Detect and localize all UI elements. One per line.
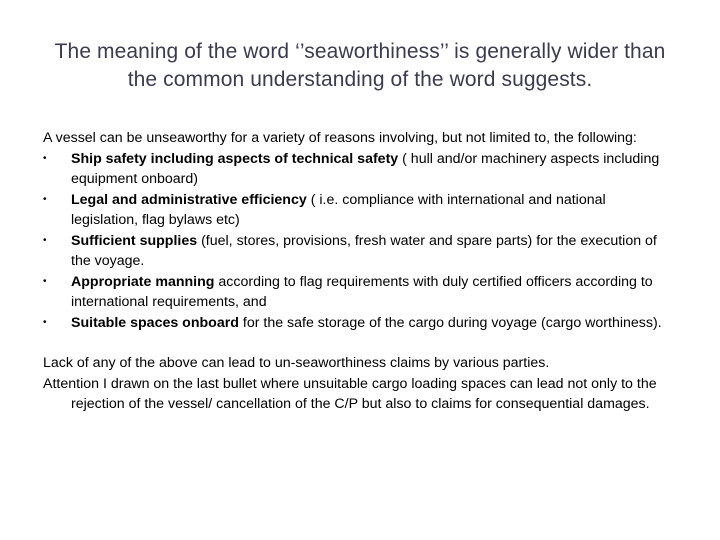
bullet-text: ( hull and/or machinery aspects including equipment onboard) [71,150,660,187]
bullet-bold-text: Appropriate manning [71,273,215,290]
bullet-icon: • [43,275,47,287]
bullet-text: ( i.e. compliance with international and national legislation, flag bylaws etc) [71,191,606,228]
bullet-list [43,149,663,334]
bullet-bold-text: Suitable spaces onboard [71,314,239,331]
bullet-icon: • [43,152,47,164]
bullet-text: for the safe storage of the cargo during voyage (cargo worthiness). [238,314,662,331]
list-item [43,149,663,190]
bullet-text: according to flag requirements with duly certified officers according to international requirements, and [71,273,653,310]
bullet-icon: • [43,316,47,328]
intro-paragraph: A vessel can be unseaworthy for a variety of reasons involving, but not limited to, the following: [43,130,637,146]
bullet-bold-text: Ship safety including aspects of technical safety [71,150,399,167]
slide-title: The meaning of the word ‘’seaworthiness’’ is generally wider than the common understanding of the word suggests. [54,40,666,91]
list-item [43,231,663,272]
list-item [43,190,663,231]
slide-body [43,128,663,415]
closing-paragraph: Lack of any of the above can lead to un-seaworthiness claims by various parties. [43,355,550,371]
list-item [43,313,663,334]
paragraph-spacer [43,333,663,353]
bullet-text: (fuel, stores, provisions, fresh water and spare parts) for the execution of the voyage. [71,232,657,269]
bullet-icon: • [43,234,47,246]
list-item [43,272,663,313]
bullet-bold-text: Sufficient supplies [71,232,198,249]
bullet-icon: • [43,193,47,205]
bullet-bold-text: Legal and administrative efficiency [71,191,307,208]
closing-paragraph: Attention I drawn on the last bullet where unsuitable cargo loading spaces can lead not only to the rejection of the vessel/ cancellation of the C/P but also to claims for consequential damages. [43,375,657,412]
